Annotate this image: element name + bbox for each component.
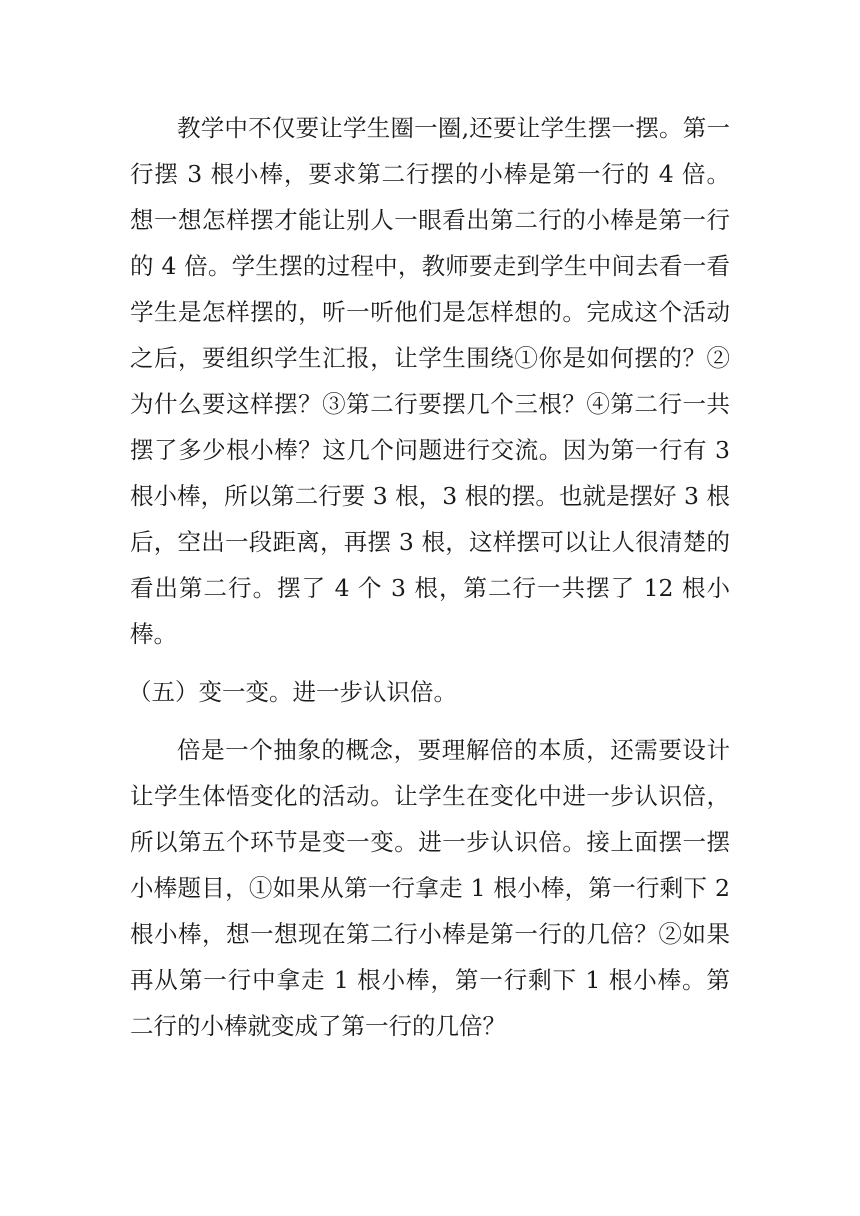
document-body xyxy=(130,105,730,1049)
section-heading: （五）变一变。进一步认识倍。 xyxy=(128,678,457,706)
paragraph: 倍是一个抽象的概念，要理解倍的本质，还需要设计让学生体悟变化的活动。让学生在变化中进一步认识倍，所以第五个环节是变一变。进一步认识倍。接上面摆一摆小棒题目，①如果从第一行拿走 1 根小棒，第一行剩下 2 根小棒，想一想现在第二行小棒是第一行的几倍？②如果再从第一行中拿走 1 根小棒，第一行剩下 1 根小棒。第二行的小棒就变成了第一行的几倍？ xyxy=(130,736,730,1040)
paragraph: 教学中不仅要让学生圈一圈,还要让学生摆一摆。第一行摆 3 根小棒，要求第二行摆的小棒是第一行的 4 倍。想一想怎样摆才能让别人一眼看出第二行的小棒是第一行的 4 倍。学生摆的过程中，教师要走到学生中间去看一看学生是怎样摆的，听一听他们是怎样想的。完成这个活动之后，要组织学生汇报，让学生围绕①你是如何摆的？②为什么要这样摆？③第二行要摆几个三根？④第二行一共摆了多少根小棒？这几个问题进行交流。因为第一行有 3 根小棒，所以第二行要 3 根，3 根的摆。也就是摆好 3 根后，空出一段距离，再摆 3 根，这样摆可以让人很清楚的看出第二行。摆了 4 个 3 根，第二行一共摆了 12 根小棒。 xyxy=(130,114,730,648)
